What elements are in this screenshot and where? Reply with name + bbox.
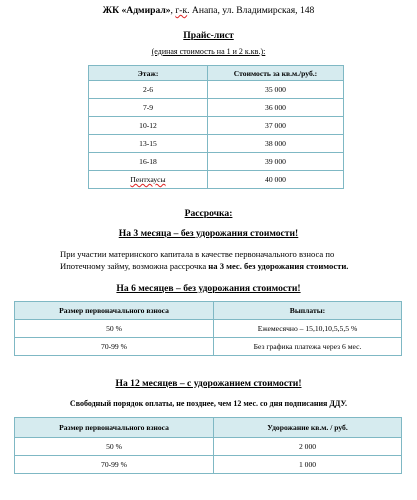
price-cell: 39 000 [208,153,344,171]
three-months-heading: На 3 месяца – без удорожания стоимости! [118,228,299,239]
markup-cell: 1 000 [214,456,402,474]
twelve-months-heading: На 12 месяцев – с удорожанием стоимости! [115,378,302,389]
table-row [89,171,344,189]
price-cell: 35 000 [208,81,344,99]
twelve-months-table [14,417,402,474]
table-row [89,135,344,153]
table-row [89,153,344,171]
floor-cell: 16-18 [89,153,208,171]
price-list-note: (единая стоимость на 1 и 2 к.кв.): [151,47,266,56]
six-months-heading: На 6 месяцев – без удорожания стоимости! [116,283,301,294]
complex-name: ЖК «Адмирал» [102,5,171,16]
comma-sep: , [170,5,176,16]
col-initial-payment: Размер первоначального взноса [15,418,214,438]
floor-cell: 7-9 [89,99,208,117]
table-row [89,117,344,135]
twelve-months-note: Свободный порядок оплаты, не позднее, чем 12 мес. со дня подписания ДДУ. [69,399,348,408]
address: . Анапа, ул. Владимирская, 148 [187,5,315,16]
installment-title: Рассрочка: [184,208,233,219]
initial-payment-cell: 50 % [15,320,214,338]
initial-payment-cell: 70-99 % [15,338,214,356]
floor-cell: 13-15 [89,135,208,153]
col-payments: Выплаты: [214,302,402,320]
price-table [88,65,344,189]
floor-cell: 10-12 [89,117,208,135]
col-initial-payment: Размер первоначального взноса [15,302,214,320]
initial-payment-cell: 70-99 % [15,456,214,474]
col-markup: Удорожание кв.м. / руб. [214,418,402,438]
price-list-title: Прайс-лист [183,30,234,41]
col-price: Стоимость за кв.м./руб.: [208,66,344,81]
table-row [15,456,402,474]
price-cell: 37 000 [208,117,344,135]
page-header [0,5,417,16]
table-row [15,438,402,456]
table-row [89,99,344,117]
table-row [15,320,402,338]
table-row [15,338,402,356]
three-months-text [60,248,360,272]
table-row [89,81,344,99]
payments-cell: Без графика платежа через 6 мес. [214,338,402,356]
price-cell: 36 000 [208,99,344,117]
initial-payment-cell: 50 % [15,438,214,456]
six-months-table [14,301,402,356]
city-abbr: г-к [175,5,188,16]
floor-cell: 2-6 [89,81,208,99]
payments-cell: Ежемесячно – 15,10,10,5,5,5 % [214,320,402,338]
col-floor: Этаж: [89,66,208,81]
markup-cell: 2 000 [214,438,402,456]
penthouse-label: Пентхаусы [130,175,166,184]
three-months-text-bold: на 3 мес. без удорожания стоимости. [208,261,349,271]
price-cell: 40 000 [208,171,344,189]
price-cell: 38 000 [208,135,344,153]
three-months-text-main: При участии материнского капитала в качестве первоначального взноса по Ипотечному займу, возможна рассрочка [60,249,335,271]
floor-cell [89,171,208,189]
